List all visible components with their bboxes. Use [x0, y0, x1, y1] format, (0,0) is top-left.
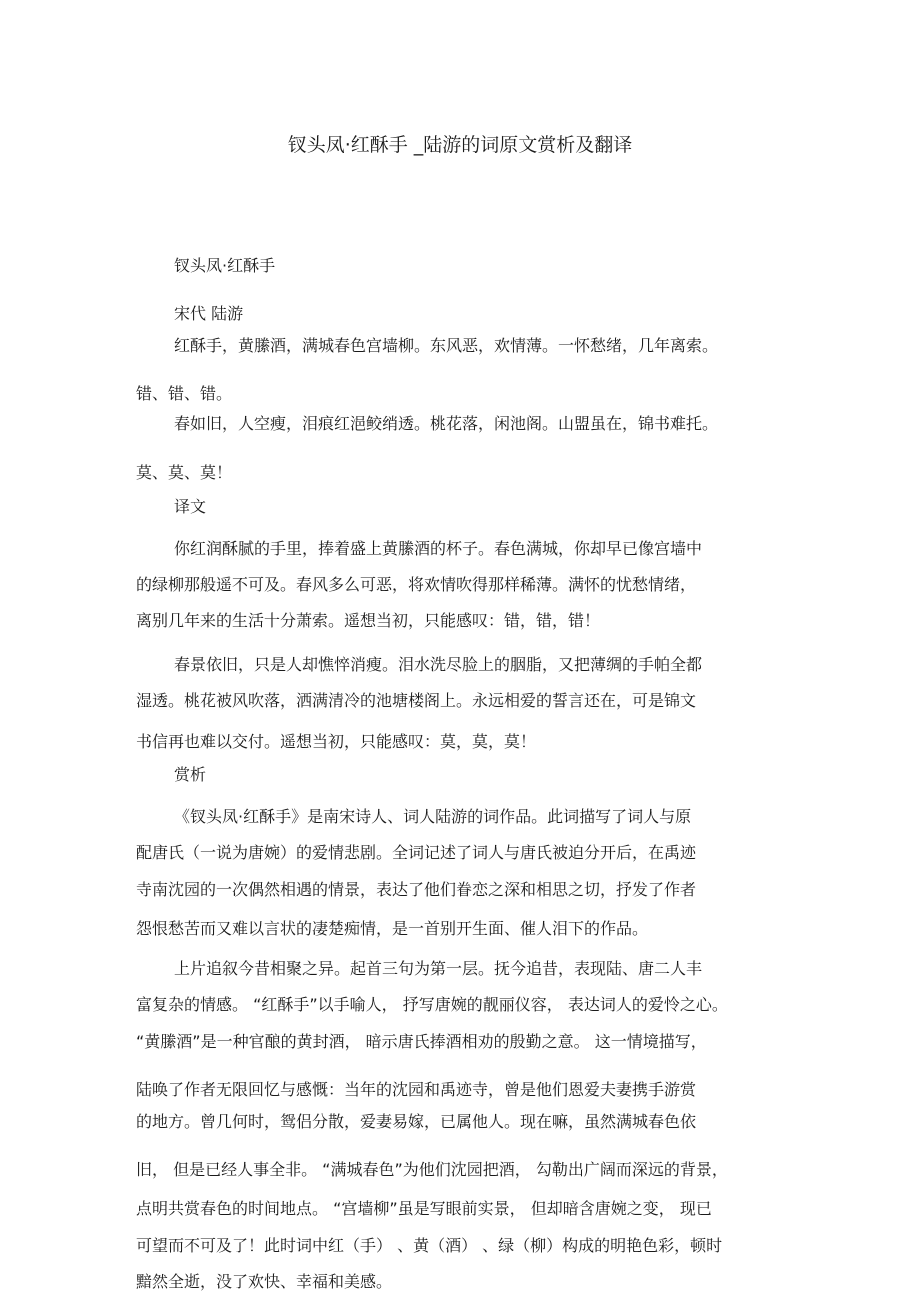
- appreciation-line: 上片追叙今昔相聚之异。起首三句为第一层。抚今追昔，表现陆、唐二人丰: [174, 959, 703, 978]
- poem-line: 红酥手，黄縢酒，满城春色宫墙柳。东风恶，欢情薄。一怀愁绪，几年离索。: [174, 336, 719, 355]
- appreciation-line: 怨恨愁苦而又难以言状的凄楚痴情，是一首别开生面、催人泪下的作品。: [136, 919, 649, 938]
- appreciation-line: 的地方。曾几何时，鸳侣分散，爱妻易嫁，已属他人。现在嘛，虽然满城春色依: [136, 1112, 697, 1131]
- appreciation-line: 黯然全逝，没了欢快、幸福和美感。: [136, 1272, 393, 1291]
- translation-line: 的绿柳那般遥不可及。春风多么可恶，将欢情吹得那样稀薄。满怀的忧愁情绪，: [136, 575, 697, 594]
- appreciation-line: 寺南沈园的一次偶然相遇的情景，表达了他们眷恋之深和相思之切，抒发了作者: [136, 880, 697, 899]
- page-title: 钗头凤·红酥手 _陆游的词原文赏析及翻译: [287, 134, 633, 156]
- appreciation-line: 陆唤了作者无限回忆与感慨：当年的沈园和禹迹寺，曾是他们恩爱夫妻携手游赏: [136, 1080, 697, 1099]
- poem-line: 春如旧，人空瘦，泪痕红浥鲛绡透。桃花落，闲池阁。山盟虽在，锦书难托。: [174, 414, 719, 433]
- translation-line: 春景依旧，只是人却憔悴消瘦。泪水洗尽脸上的胭脂，又把薄绸的手帕全都: [174, 655, 703, 674]
- appreciation-line: 旧， 但是已经人事全非。 “满城春色”为他们沈园把酒， 勾勒出广阔而深远的背景，: [136, 1160, 728, 1179]
- poem-author: 宋代 陆游: [174, 304, 244, 323]
- appreciation-line: 点明共赏春色的时间地点。 “宫墙柳”虽是写眼前实景， 但却暗含唐婉之变， 现已: [136, 1199, 712, 1218]
- poem-line: 错、错、错。: [136, 384, 233, 403]
- translation-heading: 译文: [174, 497, 207, 516]
- appreciation-heading: 赏析: [174, 765, 207, 784]
- translation-line: 离别几年来的生活十分萧索。遥想当初，只能感叹：错，错，错！: [136, 611, 601, 630]
- appreciation-line: 可望而不可及了！此时词中红（手） 、黄（酒） 、绿（柳）构成的明艳色彩，顿时: [136, 1236, 723, 1255]
- appreciation-line: 《钗头凤·红酥手》是南宋诗人、词人陆游的词作品。此词描写了词人与原: [174, 807, 692, 826]
- translation-line: 书信再也难以交付。遥想当初，只能感叹：莫，莫，莫！: [136, 732, 537, 751]
- appreciation-line: 配唐氏（一说为唐婉）的爱情悲剧。全词记述了词人与唐氏被迫分开后，在禹迹: [136, 843, 697, 862]
- translation-line: 湿透。桃花被风吹落，洒满清冷的池塘楼阁上。永远相爱的誓言还在，可是锦文: [136, 691, 697, 710]
- poem-line: 莫、莫、莫！: [136, 463, 233, 482]
- translation-line: 你红润酥腻的手里，捧着盛上黄縢酒的杯子。春色满城，你却早已像宫墙中: [174, 539, 703, 558]
- appreciation-line: “黄縢酒”是一种官酿的黄封酒， 暗示唐氏捧酒相劝的殷勤之意。 这一情境描写，: [136, 1032, 707, 1051]
- poem-name: 钗头凤·红酥手: [174, 256, 276, 275]
- appreciation-line: 富复杂的情感。 “红酥手”以手喻人， 抒写唐婉的靓丽仪容， 表达词人的爱怜之心。: [136, 995, 728, 1014]
